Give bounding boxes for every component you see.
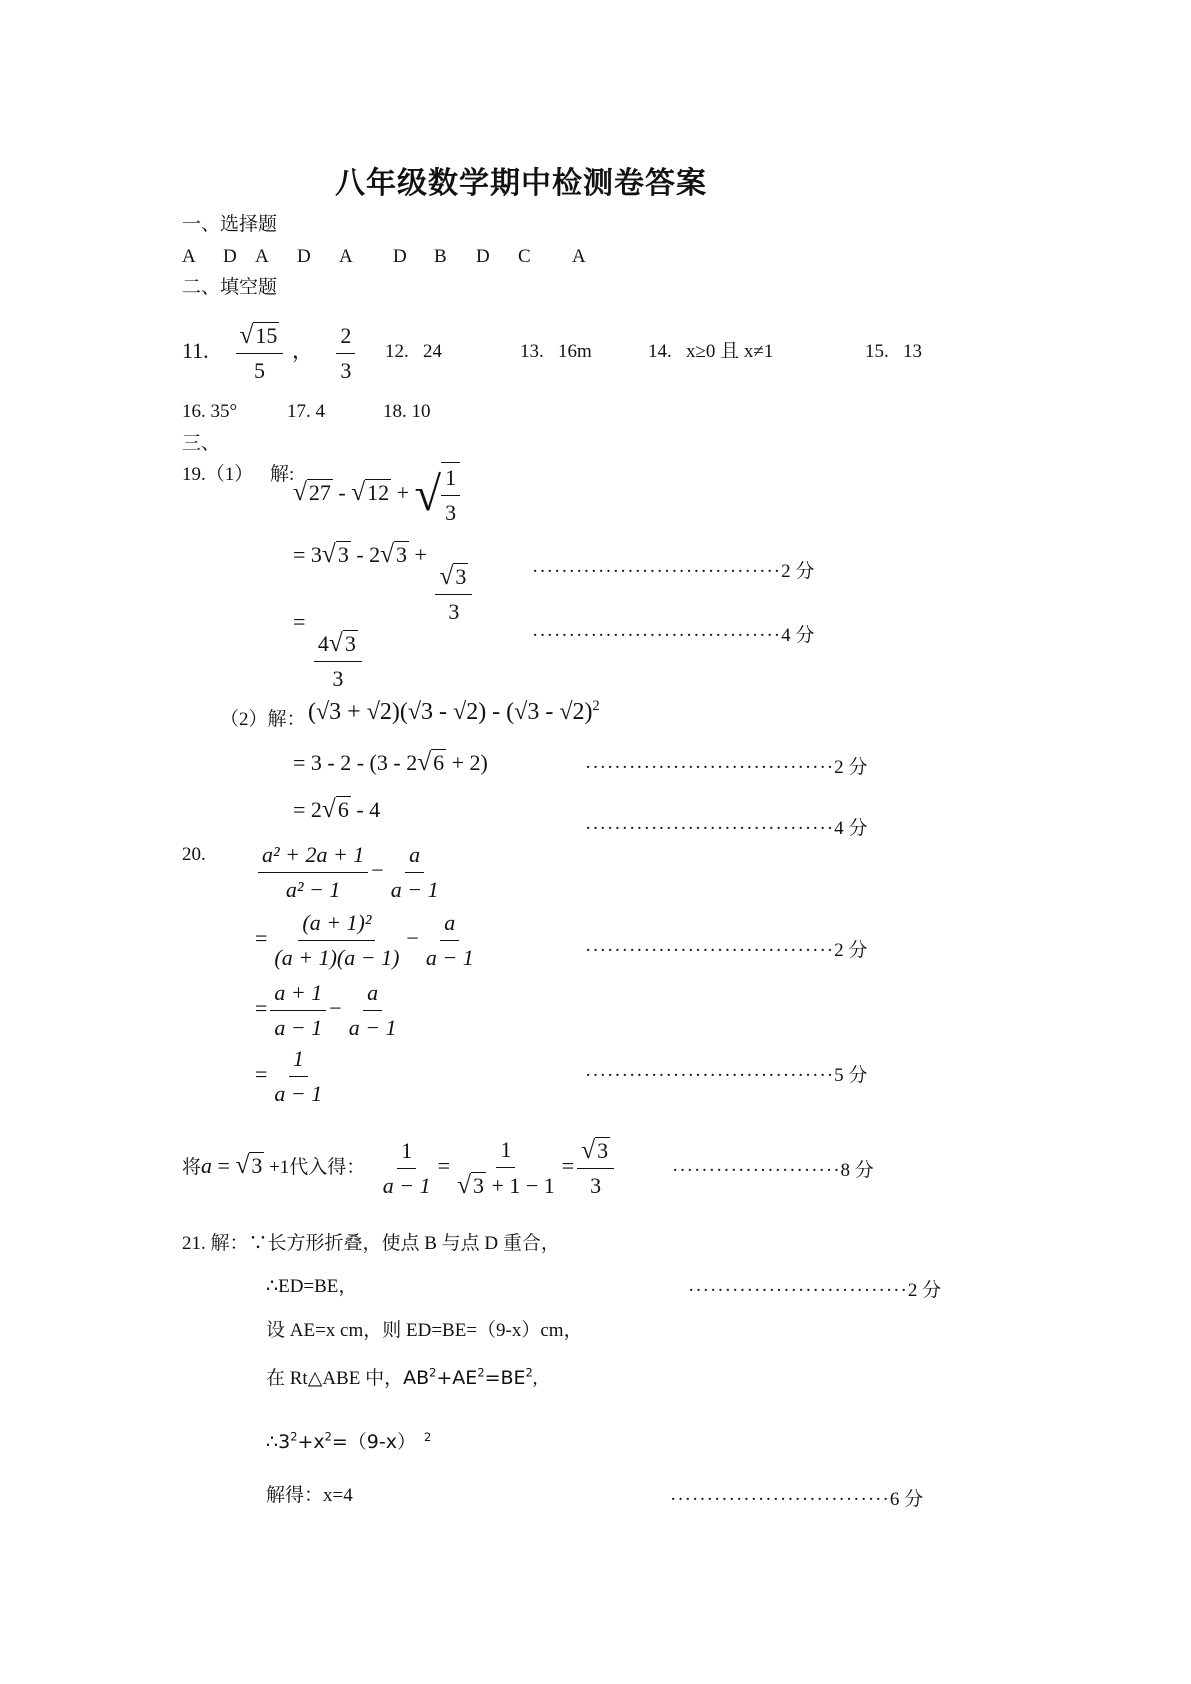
denominator: a − 1	[274, 1015, 323, 1040]
q11-fraction-2	[336, 321, 355, 386]
radicand: 3	[344, 631, 356, 656]
q15-answer: 13	[903, 341, 922, 362]
coefficient: 3	[310, 542, 322, 567]
coefficient: 4	[317, 631, 329, 656]
exponent: 2	[525, 1365, 533, 1380]
q16-answer: 35°	[210, 401, 238, 422]
denominator: a − 1	[274, 1081, 323, 1106]
q21-line-5	[266, 1430, 431, 1454]
radicand: 3	[337, 542, 349, 567]
q14-number: 14.	[648, 341, 672, 362]
denominator: 3	[590, 1173, 602, 1198]
operator: −	[406, 925, 419, 951]
choice-answer: D	[297, 246, 311, 267]
equals: =	[255, 925, 268, 951]
exponent: 2	[324, 1429, 332, 1444]
equals: =	[561, 1153, 575, 1179]
radicand: 15	[255, 323, 278, 348]
radicand: 3	[455, 564, 467, 589]
q20-expr-2	[255, 908, 481, 973]
denominator: 3	[448, 599, 460, 624]
denominator-rest: + 1 − 1	[485, 1173, 555, 1198]
sqrt-symbol: √	[417, 748, 432, 776]
expression: = 2	[293, 797, 322, 822]
numerator: 1	[496, 1135, 515, 1168]
operator: -	[338, 480, 346, 506]
radicand: 27	[308, 480, 331, 506]
q12-number: 12.	[385, 341, 409, 362]
numerator: a	[440, 908, 459, 941]
q17	[287, 400, 325, 424]
q19-step-1	[293, 462, 463, 528]
q21-line-3: 设 AE=x cm，则 ED=BE=（9-x）cm，	[266, 1320, 583, 1341]
sqrt-symbol: √	[439, 562, 454, 590]
sqrt-symbol: √	[321, 795, 336, 823]
choice-answer: A	[255, 246, 269, 267]
q17-answer: 4	[315, 401, 325, 422]
sqrt-symbol: √	[235, 1151, 250, 1180]
expression: + 2)	[446, 750, 488, 775]
score: 2 分	[834, 757, 868, 778]
expression: +AE	[436, 1367, 478, 1389]
score: 2 分	[834, 940, 868, 961]
choice-answer: A	[339, 246, 353, 267]
score-line: ······························2 分	[688, 1280, 942, 1301]
score-line: ··································5 分	[585, 1065, 868, 1086]
q19-step-3	[293, 608, 365, 694]
score: 4 分	[834, 818, 868, 839]
q18	[383, 400, 431, 424]
expression: (√3 + √2)(√3 - √2) - (√3 - √2)	[308, 699, 593, 725]
sqrt-symbol: √	[457, 1171, 471, 1199]
denominator: a² − 1	[285, 877, 341, 902]
numerator: (a + 1)²	[298, 908, 375, 941]
exponent: 2	[592, 698, 600, 714]
q19-label: 19.（1）	[182, 464, 254, 485]
denominator: 3	[340, 357, 352, 383]
q21-line-1: 21. 解：∵长方形折叠，使点 B 与点 D 重合，	[182, 1233, 560, 1254]
text: +1代入得：	[264, 1157, 366, 1179]
denominator: a − 1	[390, 877, 439, 902]
equals: =	[255, 1061, 268, 1087]
numerator: a + 1	[270, 978, 326, 1011]
denominator: 5	[253, 358, 265, 383]
exponent: 2	[477, 1365, 485, 1380]
numerator: 1	[289, 1044, 308, 1077]
variable: a	[201, 1153, 213, 1179]
expression: +x	[297, 1431, 325, 1453]
q13-answer: 16m	[558, 341, 592, 362]
score: 2 分	[781, 561, 815, 582]
q21-line-2: ∴ED=BE，	[266, 1276, 358, 1297]
score-line: ··································2 分	[585, 940, 868, 961]
numerator: 1	[397, 1136, 416, 1169]
radicand: 6	[433, 750, 445, 775]
operator: −	[371, 857, 384, 883]
equals: =	[437, 1153, 451, 1179]
numerator: 1	[441, 463, 460, 496]
exponent: 2	[423, 1429, 432, 1444]
radicand: 3	[251, 1153, 263, 1179]
section-fill-heading: 二、填空题	[182, 277, 278, 298]
choice-answer: A	[182, 246, 196, 267]
choice-answer: B	[434, 246, 447, 267]
choice-answer: A	[572, 246, 586, 267]
sqrt-symbol: √	[321, 540, 336, 568]
numerator: a	[405, 840, 424, 873]
coefficient: 2	[369, 542, 381, 567]
score: 8 分	[840, 1160, 874, 1181]
q20-expr-4	[255, 1044, 329, 1109]
choice-answer: D	[223, 246, 237, 267]
q18-number: 18.	[383, 401, 407, 422]
exponent: 2	[429, 1365, 437, 1380]
sqrt-symbol: √	[414, 468, 442, 521]
radicand: 3	[472, 1173, 484, 1198]
expression: AB	[403, 1367, 430, 1389]
score-line: ·······················8 分	[672, 1160, 874, 1181]
score-line: ··································4 分	[532, 625, 815, 646]
q14-answer: x≥0 且 x≠1	[686, 341, 774, 362]
q20-expr-3	[255, 978, 404, 1043]
score: 5 分	[834, 1065, 868, 1086]
radicand: 3	[396, 542, 408, 567]
expression: ∴3	[266, 1431, 291, 1453]
sqrt-symbol: √	[239, 321, 254, 349]
q11-number: 11.	[182, 338, 209, 364]
choice-answer: D	[393, 246, 407, 267]
radicand: 3	[597, 1138, 609, 1163]
numerator: a	[363, 978, 382, 1011]
q19-part2-label: （2）解：	[220, 709, 306, 730]
numerator: 2	[336, 321, 355, 354]
q14	[648, 340, 773, 364]
score-line: ··································2 分	[532, 561, 815, 582]
equals: =	[212, 1153, 236, 1179]
operator: +	[396, 480, 410, 506]
q19-part2-line2	[293, 748, 488, 777]
denominator: (a + 1)(a − 1)	[274, 945, 400, 970]
operator: +	[414, 542, 427, 567]
operator: −	[329, 995, 342, 1021]
score: 4 分	[781, 625, 815, 646]
q13	[520, 340, 592, 364]
q16-number: 16.	[182, 401, 206, 422]
q16	[182, 400, 237, 424]
denominator: 3	[332, 666, 344, 691]
sqrt-symbol: √	[328, 629, 343, 657]
text: 将	[182, 1157, 202, 1179]
expression: =（9-x）	[331, 1431, 416, 1453]
equals: =	[255, 995, 268, 1021]
expression: = 3 - 2 - (3 - 2	[293, 750, 418, 775]
q13-number: 13.	[520, 341, 544, 362]
expression: =BE	[484, 1367, 526, 1389]
section-choice-heading: 一、选择题	[182, 214, 278, 235]
equals: =	[293, 542, 306, 567]
text: ,	[532, 1368, 538, 1389]
operator: -	[356, 542, 364, 567]
separator: ，	[291, 338, 314, 364]
score-line: ······························6 分	[670, 1489, 924, 1510]
q20-substitution	[182, 1135, 617, 1201]
choice-answer: D	[476, 246, 490, 267]
denominator: a − 1	[425, 945, 474, 970]
q15-number: 15.	[865, 341, 889, 362]
q21-line-6: 解得：x=4	[266, 1485, 353, 1506]
choice-answer: C	[518, 246, 531, 267]
q20-expr-1	[255, 840, 446, 905]
q19-part2-line1	[308, 698, 600, 726]
q18-answer: 10	[411, 401, 431, 422]
equals: =	[293, 609, 306, 634]
sqrt-symbol: √	[351, 478, 366, 507]
expression: - 4	[350, 797, 381, 822]
q11	[182, 320, 358, 386]
score-line: ··································2 分	[585, 757, 868, 778]
numerator: a² + 2a + 1	[258, 840, 368, 873]
sqrt-symbol: √	[293, 478, 307, 507]
radicand: 12	[367, 480, 390, 506]
q19-jie: 解:	[270, 464, 295, 485]
text: 在 Rt△ABE 中，	[266, 1368, 404, 1389]
q15	[865, 340, 922, 364]
q21-line-4	[266, 1366, 538, 1391]
q19-part2-line3	[293, 795, 380, 824]
q17-number: 17.	[287, 401, 311, 422]
sqrt-symbol: √	[581, 1136, 596, 1164]
sqrt-symbol: √	[380, 540, 395, 568]
q12	[385, 340, 442, 364]
denominator: a − 1	[348, 1015, 397, 1040]
exponent: 2	[290, 1429, 298, 1444]
score: 6 分	[889, 1489, 924, 1510]
q11-fraction-1	[236, 320, 284, 386]
section-3-heading: 三、	[182, 433, 221, 454]
score-line: ··································4 分	[585, 818, 868, 839]
denominator: 3	[445, 500, 457, 525]
denominator: a − 1	[382, 1172, 431, 1198]
radicand: 6	[337, 797, 349, 822]
q20-number: 20.	[182, 844, 206, 865]
q12-answer: 24	[423, 341, 442, 362]
score: 2 分	[907, 1280, 942, 1301]
page-title: 八年级数学期中检测卷答案	[335, 166, 707, 201]
